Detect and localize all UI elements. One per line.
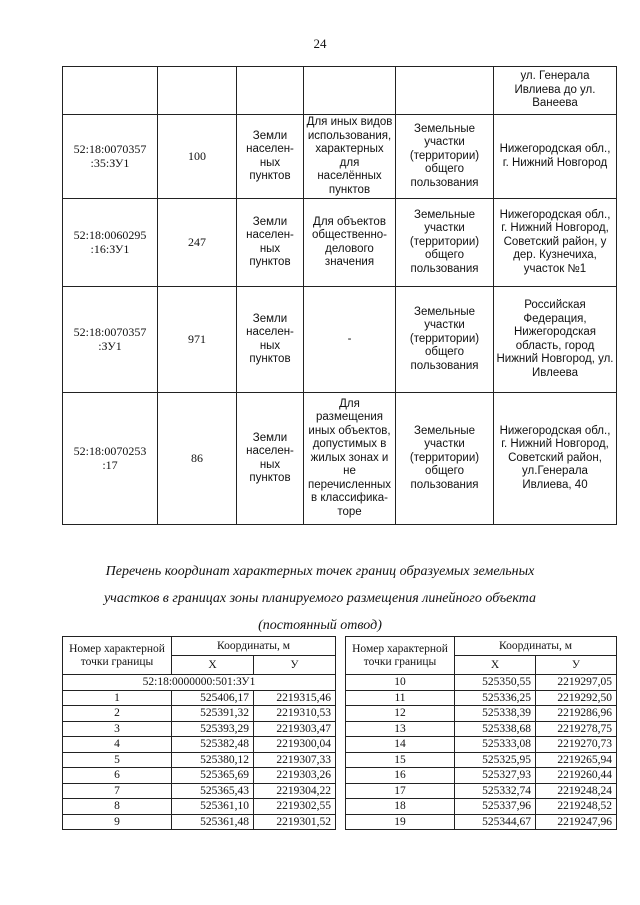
x-coordinate: 525332,74	[455, 783, 536, 799]
point-number: 3	[63, 721, 172, 737]
point-number-header: Номер характерной точки границы	[63, 637, 172, 675]
x-coordinate: 525393,29	[172, 721, 254, 737]
y-coordinate: 2219270,73	[536, 737, 617, 753]
point-number: 9	[63, 814, 172, 830]
y-coordinate: 2219278,75	[536, 721, 617, 737]
y-coordinate: 2219315,46	[254, 690, 336, 706]
x-coordinate: 525380,12	[172, 752, 254, 768]
x-header: Х	[455, 656, 536, 675]
point-number: 19	[346, 814, 455, 830]
address-cell: Российская Федерация, Нижегородская область, город Нижний Новгород, ул. Ивлеева	[494, 287, 617, 393]
x-coordinate: 525333,08	[455, 737, 536, 753]
address-cell: ул. Генерала Ивлиева до ул. Ванеева	[494, 67, 617, 115]
coordinates-table-right	[345, 636, 617, 830]
table-header-row	[346, 637, 617, 656]
coordinate-row	[346, 799, 617, 815]
point-number-header: Номер характерной точки границы	[346, 637, 455, 675]
coordinate-row	[63, 799, 336, 815]
point-number: 10	[346, 675, 455, 691]
point-number: 13	[346, 721, 455, 737]
x-coordinate: 525406,17	[172, 690, 254, 706]
point-number: 5	[63, 752, 172, 768]
coordinates-table-left	[62, 636, 336, 830]
coordinate-row	[346, 814, 617, 830]
point-number: 8	[63, 799, 172, 815]
coordinate-row	[63, 783, 336, 799]
y-coordinate: 2219302,55	[254, 799, 336, 815]
cadastral-number: 52:18:0070253 :17	[63, 393, 158, 525]
address-cell: Нижегородская обл., г. Нижний Новгород, Советский район, ул.Генерала Ивлиева, 40	[494, 393, 617, 525]
coordinate-row	[346, 721, 617, 737]
coordinate-row	[63, 721, 336, 737]
y-coordinate: 2219301,52	[254, 814, 336, 830]
land-parcels-table	[62, 66, 617, 525]
caption-line: участков в границах зоны планируемого размещения линейного объекта	[103, 591, 537, 606]
area-value: 247	[158, 199, 237, 287]
table-row	[63, 199, 617, 287]
y-coordinate: 2219307,33	[254, 752, 336, 768]
x-coordinate: 525382,48	[172, 737, 254, 753]
parcel-type: Земельные участки (территории) общего пользования	[396, 393, 494, 525]
coordinate-row	[346, 752, 617, 768]
permitted-use: Для иных видов использования, характерных для населённых пунктов	[304, 115, 396, 199]
point-number: 4	[63, 737, 172, 753]
point-number: 18	[346, 799, 455, 815]
table-row	[63, 287, 617, 393]
coordinate-row	[63, 768, 336, 784]
x-coordinate: 525365,43	[172, 783, 254, 799]
cadastral-number: 52:18:0060295 :16:ЗУ1	[63, 199, 158, 287]
table-row	[63, 67, 617, 115]
caption-line: Перечень координат характерных точек границ образуемых земельных	[105, 564, 535, 579]
x-coordinate: 525350,55	[455, 675, 536, 691]
page-number: 24	[313, 36, 327, 51]
x-header: Х	[172, 656, 254, 675]
y-coordinate: 2219303,26	[254, 768, 336, 784]
y-header: У	[254, 656, 336, 675]
permitted-use: -	[304, 287, 396, 393]
coordinate-row	[63, 737, 336, 753]
point-number: 14	[346, 737, 455, 753]
point-number: 6	[63, 768, 172, 784]
table-row	[63, 115, 617, 199]
point-number: 7	[63, 783, 172, 799]
point-number: 2	[63, 706, 172, 722]
point-number: 16	[346, 768, 455, 784]
x-coordinate: 525391,32	[172, 706, 254, 722]
address-cell: Нижегородская обл., г. Нижний Новгород	[494, 115, 617, 199]
coordinates-header: Координаты, м	[455, 637, 617, 656]
permitted-use: Для объектов общественно-делового значения	[304, 199, 396, 287]
x-coordinate: 525344,67	[455, 814, 536, 830]
land-category: Земли населен-ных пунктов	[237, 199, 304, 287]
y-coordinate: 2219260,44	[536, 768, 617, 784]
y-coordinate: 2219303,47	[254, 721, 336, 737]
land-category: Земли населен-ных пунктов	[237, 115, 304, 199]
point-number: 15	[346, 752, 455, 768]
area-value: 86	[158, 393, 237, 525]
coordinate-row	[346, 690, 617, 706]
permitted-use: Для размещения иных объектов, допустимых в жилых зонах и не перечисленных в классифика-торе	[304, 393, 396, 525]
x-coordinate: 525361,48	[172, 814, 254, 830]
table-row	[63, 393, 617, 525]
coordinate-row	[346, 675, 617, 691]
area-value: 971	[158, 287, 237, 393]
point-number: 1	[63, 690, 172, 706]
coordinate-row	[346, 737, 617, 753]
land-category: Земли населен-ных пунктов	[237, 393, 304, 525]
area-value: 100	[158, 115, 237, 199]
parcel-type: Земельные участки (территории) общего пользования	[396, 287, 494, 393]
x-coordinate: 525336,25	[455, 690, 536, 706]
table-header-row	[63, 637, 336, 656]
y-coordinate: 2219304,22	[254, 783, 336, 799]
x-coordinate: 525327,93	[455, 768, 536, 784]
x-coordinate: 525325,95	[455, 752, 536, 768]
y-coordinate: 2219300,04	[254, 737, 336, 753]
y-coordinate: 2219248,24	[536, 783, 617, 799]
y-coordinate: 2219265,94	[536, 752, 617, 768]
y-coordinate: 2219292,50	[536, 690, 617, 706]
y-coordinate: 2219248,52	[536, 799, 617, 815]
parcel-number: 52:18:0000000:501:ЗУ1	[63, 675, 336, 691]
y-coordinate: 2219310,53	[254, 706, 336, 722]
cadastral-number: 52:18:0070357 :ЗУ1	[63, 287, 158, 393]
land-category: Земли населен-ных пунктов	[237, 287, 304, 393]
coordinate-row	[63, 706, 336, 722]
coordinate-row	[63, 814, 336, 830]
coordinates-header: Координаты, м	[172, 637, 336, 656]
x-coordinate: 525365,69	[172, 768, 254, 784]
coordinate-row	[63, 752, 336, 768]
x-coordinate: 525338,68	[455, 721, 536, 737]
cadastral-number: 52:18:0070357 :35:ЗУ1	[63, 115, 158, 199]
x-coordinate: 525338,39	[455, 706, 536, 722]
y-header: У	[536, 656, 617, 675]
x-coordinate: 525361,10	[172, 799, 254, 815]
caption-line: (постоянный отвод)	[258, 618, 382, 633]
parcel-row	[63, 675, 336, 691]
x-coordinate: 525337,96	[455, 799, 536, 815]
y-coordinate: 2219286,96	[536, 706, 617, 722]
point-number: 12	[346, 706, 455, 722]
coordinate-row	[346, 768, 617, 784]
coordinate-row	[63, 690, 336, 706]
point-number: 11	[346, 690, 455, 706]
address-cell: Нижегородская обл., г. Нижний Новгород, Советский район, у дер. Кузнечиха, участок №1	[494, 199, 617, 287]
parcel-type: Земельные участки (территории) общего пользования	[396, 115, 494, 199]
coordinates-caption	[60, 558, 580, 639]
y-coordinate: 2219297,05	[536, 675, 617, 691]
coordinate-row	[346, 783, 617, 799]
y-coordinate: 2219247,96	[536, 814, 617, 830]
point-number: 17	[346, 783, 455, 799]
parcel-type: Земельные участки (территории) общего пользования	[396, 199, 494, 287]
coordinate-row	[346, 706, 617, 722]
